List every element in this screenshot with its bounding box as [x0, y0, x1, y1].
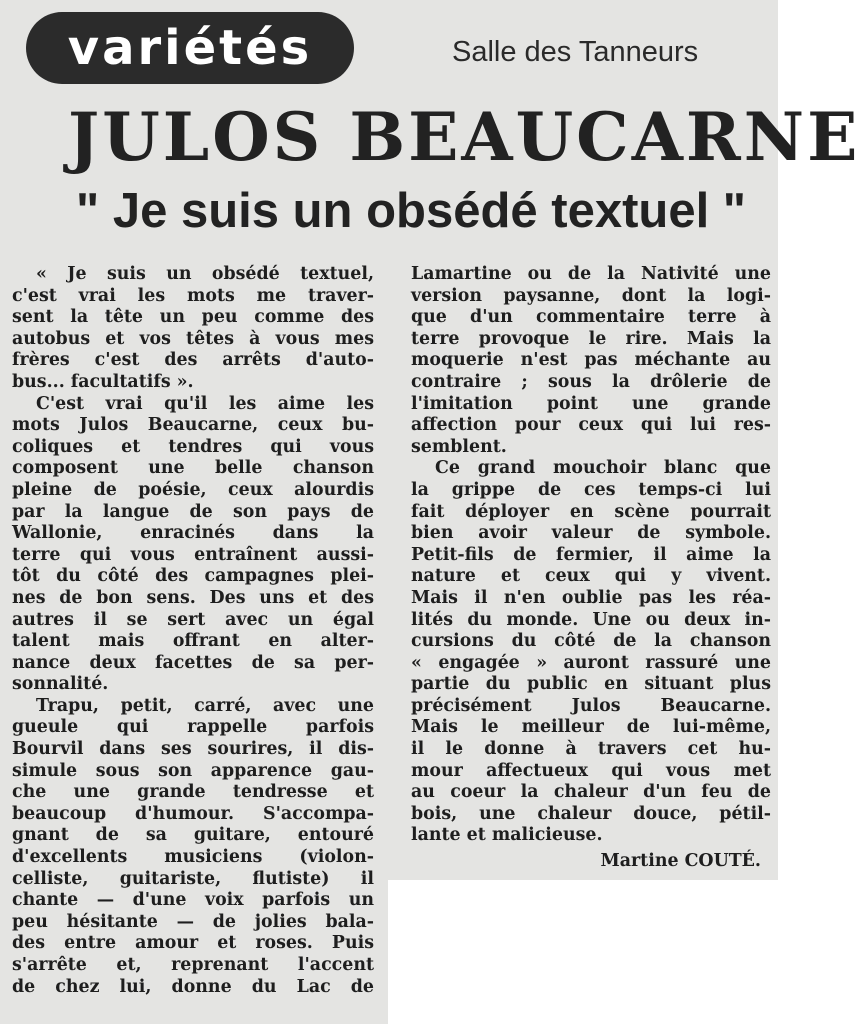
article-line: frères c'est des arrêts d'auto- [12, 350, 374, 371]
blank-margin [388, 880, 778, 1024]
article-line: sent la tête un peu comme des [12, 307, 374, 328]
article-line: mots Julos Beaucarne, ceux bu- [12, 415, 374, 436]
article-line: nance deux facettes de sa per- [12, 652, 374, 673]
article-line: lante et malicieuse. [411, 825, 603, 846]
article-line: Bourvil dans ses sourires, il dis- [12, 739, 374, 760]
section-badge [26, 12, 354, 84]
article-line: nature et ceux qui y vivent. [411, 566, 771, 587]
article-line: celliste, guitariste, flutiste) il [12, 868, 374, 889]
author-signature: Martine COUTÉ. [600, 851, 761, 872]
article-line: Trapu, petit, carré, avec une [36, 695, 374, 716]
article-line: cursions du côté de la chanson [411, 631, 771, 652]
article-line: lités du monde. Une ou deux in- [411, 609, 771, 630]
article-line: des entre amour et roses. Puis [12, 933, 374, 954]
article-line: terre provoque le rire. Mais la [411, 328, 771, 349]
article-line: Lamartine ou de la Nativité une [411, 264, 771, 284]
article-line: gueule qui rappelle parfois [12, 717, 374, 738]
headline: JULOS BEAUCARNE [68, 98, 860, 176]
article-line: d'excellents musiciens (violon- [12, 847, 374, 868]
article-line: bien avoir valeur de symbole. [411, 523, 771, 544]
article-line: terre qui vous entraînent aussi- [12, 544, 374, 565]
article-line: précisément Julos Beaucarne. [411, 695, 771, 716]
article-line: chante — d'une voix parfois un [12, 890, 374, 911]
article-line: bus... facultatifs ». [12, 371, 194, 392]
article-line: s'arrête et, reprenant l'accent [12, 955, 374, 975]
article-line: il le donne à travers cet hu- [411, 739, 771, 760]
article-line: beaucoup d'humour. S'accompa- [12, 803, 374, 824]
article-line: « Je suis un obsédé textuel, [36, 264, 374, 284]
article-line: fait déployer en scène pourrait [411, 501, 771, 522]
section-badge-label: variétés [67, 20, 313, 76]
article-line: Petit-fils de fermier, il aime la [411, 544, 771, 565]
article-line: bois, une chaleur douce, pétil- [411, 803, 771, 824]
article-line: « engagée » auront rassuré une [411, 652, 771, 673]
article-line: de chez lui, donne du Lac de [12, 976, 374, 997]
article-line: autobus et vos têtes à vous mes [12, 328, 374, 349]
article-line: semblent. [411, 436, 507, 457]
venue-line: Salle des Tanneurs [452, 36, 699, 68]
article-line: partie du public en situant plus [411, 674, 771, 695]
article-line: pleine de poésie, ceux alourdis [12, 479, 374, 500]
article-line: contraire ; sous la drôlerie de [411, 371, 771, 392]
article-line: version paysanne, dont la logi- [411, 285, 771, 306]
article-line: simule sous son apparence gau- [12, 760, 374, 781]
article-line: coliques et tendres qui vous [12, 436, 374, 457]
article-line: sonnalité. [12, 674, 109, 695]
article-line: que d'un commentaire terre à [411, 307, 771, 328]
article-line: par la langue de son pays de [12, 501, 374, 522]
article-line: Mais il n'en oublie pas les réa- [411, 587, 771, 608]
article-column-left [12, 264, 374, 998]
article-line: mour affectueux qui vous met [411, 760, 771, 781]
article-line: composent une belle chanson [12, 458, 374, 479]
article-line: nes de bon sens. Des uns et des [12, 587, 374, 608]
article-line: c'est vrai les mots me traver- [12, 285, 374, 306]
article-line: l'imitation point une grande [411, 393, 771, 414]
subheadline: " Je suis un obsédé textuel " [76, 184, 747, 238]
article-line: affection pour ceux qui lui res- [411, 415, 771, 436]
article-line: talent mais offrant en alter- [12, 631, 374, 652]
article-line: Wallonie, enracinés dans la [12, 523, 374, 544]
article-line: la grippe de ces temps-ci lui [411, 479, 771, 500]
article-line: gnant de sa guitare, entouré [12, 825, 374, 846]
article-line: moquerie n'est pas méchante au [411, 350, 771, 371]
article-line: che une grande tendresse et [12, 782, 374, 803]
article-line: au coeur la chaleur d'un feu de [411, 782, 771, 803]
article-line: tôt du côté des campagnes plei- [12, 566, 374, 587]
article-line: Mais le meilleur de lui-même, [411, 717, 771, 738]
article-line: C'est vrai qu'il les aime les [36, 393, 374, 414]
article-column-right [411, 264, 771, 873]
article-line: Ce grand mouchoir blanc que [435, 458, 771, 479]
article-line: peu hésitante — de jolies bala- [12, 911, 374, 932]
article-line: autres il se sert avec un égal [12, 609, 374, 630]
